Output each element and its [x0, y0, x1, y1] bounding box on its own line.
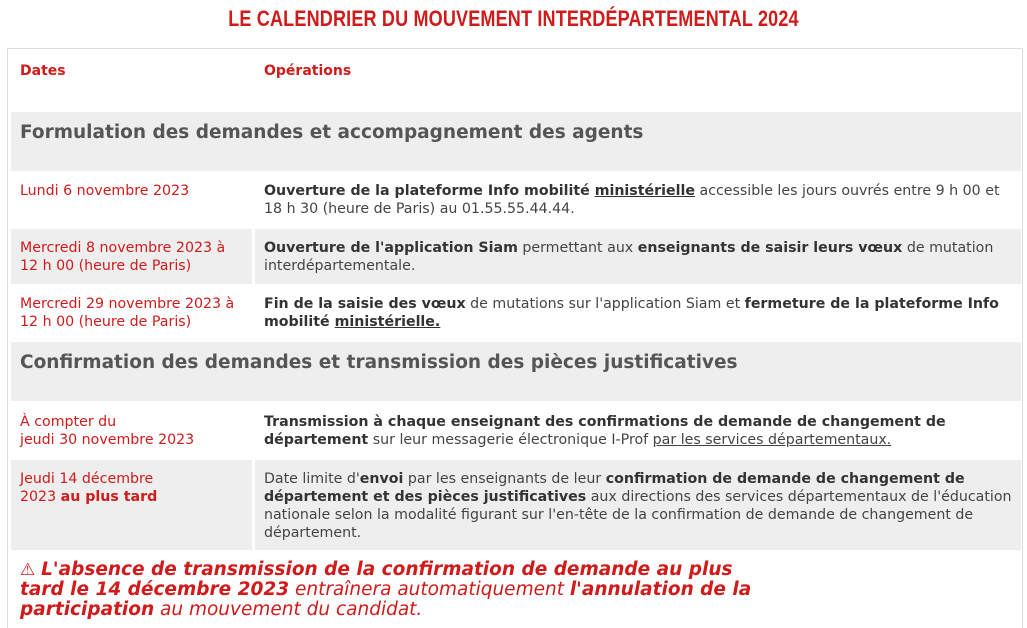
- op-underline: ministérielle: [594, 183, 695, 199]
- row-operation: [255, 229, 1021, 284]
- page-title: LE CALENDRIER DU MOUVEMENT INTERDÉPARTEMENTAL 2024: [228, 6, 799, 31]
- op-text: accessible les jours ouvrés entre 9 h 00 et 18 h 30 (heure de Paris) au 01.55.55.44.44.: [264, 183, 1000, 217]
- row-date: Mercredi 8 novembre 2023 à 12 h 00 (heure de Paris): [11, 229, 252, 284]
- op-underline: par les services départementaux.: [652, 432, 892, 448]
- warning-text: entraînera automatiquement: [289, 579, 570, 600]
- column-header-dates: Dates: [20, 63, 66, 79]
- table-row: [11, 285, 1021, 341]
- op-bold: Ouverture de l'application Siam: [264, 240, 518, 256]
- warning-note: [20, 560, 780, 620]
- row-date: [11, 460, 252, 550]
- table-row: [11, 172, 1021, 228]
- op-bold: enseignants de saisir leurs vœux: [637, 240, 903, 256]
- row-operation: [255, 403, 1021, 459]
- row-date-line2: jeudi 30 novembre 2023: [20, 432, 195, 448]
- op-bold: Ouverture de la plateforme Info mobilité: [264, 183, 595, 199]
- op-text: aux directions des services départementaux de l'éducation nationale selon la modalité figurant sur l'en-tête de la confirmation de demande de changement de département.: [264, 489, 1012, 541]
- op-bold: Transmission à chaque enseignant des confirmations de demande de changement de département: [264, 414, 946, 448]
- section-title-formulation: Formulation des demandes et accompagnement des agents: [11, 112, 1021, 171]
- warning-bold: L'absence de transmission de la confirmation de demande au plus tard le 14 décembre 2023: [20, 559, 733, 600]
- row-date-line1: À compter du: [20, 414, 117, 430]
- table-row: [11, 460, 1021, 550]
- op-underline: ministérielle.: [334, 314, 441, 330]
- warning-icon: ⚠: [20, 560, 36, 580]
- column-header-operations: Opérations: [264, 63, 352, 79]
- row-date-bold: au plus tard: [60, 489, 158, 505]
- op-text: par les enseignants de leur: [403, 471, 606, 487]
- op-text: permettant aux: [517, 240, 638, 256]
- warning-bold: l'annulation de la participation: [20, 579, 752, 620]
- row-operation: [255, 460, 1021, 550]
- op-text: de mutation interdépartementale.: [264, 240, 994, 274]
- op-text: sur leur messagerie électronique I-Prof: [368, 432, 653, 448]
- op-text: de mutations sur l'application Siam et: [465, 296, 745, 312]
- op-bold: fermeture de la plateforme Info mobilité: [264, 296, 999, 330]
- op-bold: Fin de la saisie des vœux: [264, 296, 466, 312]
- warning-text: au mouvement du candidat.: [154, 599, 423, 620]
- table-row: [11, 403, 1021, 459]
- row-date-line1: Jeudi 14 décembre: [20, 471, 154, 487]
- row-operation: [255, 172, 1021, 228]
- row-date: [11, 403, 252, 459]
- row-date: Lundi 6 novembre 2023: [20, 183, 190, 199]
- op-bold: envoi: [359, 471, 404, 487]
- row-date-line2: 2023: [20, 489, 61, 505]
- row-operation: [255, 285, 1021, 341]
- op-text: Date limite d': [264, 471, 360, 487]
- op-bold: confirmation de demande de changement de département et des pièces justificatives: [264, 471, 965, 505]
- section-title-confirmation: Confirmation des demandes et transmission des pièces justificatives: [11, 342, 1021, 401]
- row-date: Mercredi 29 novembre 2023 à 12 h 00 (heure de Paris): [20, 296, 235, 330]
- table-row: [11, 229, 1021, 284]
